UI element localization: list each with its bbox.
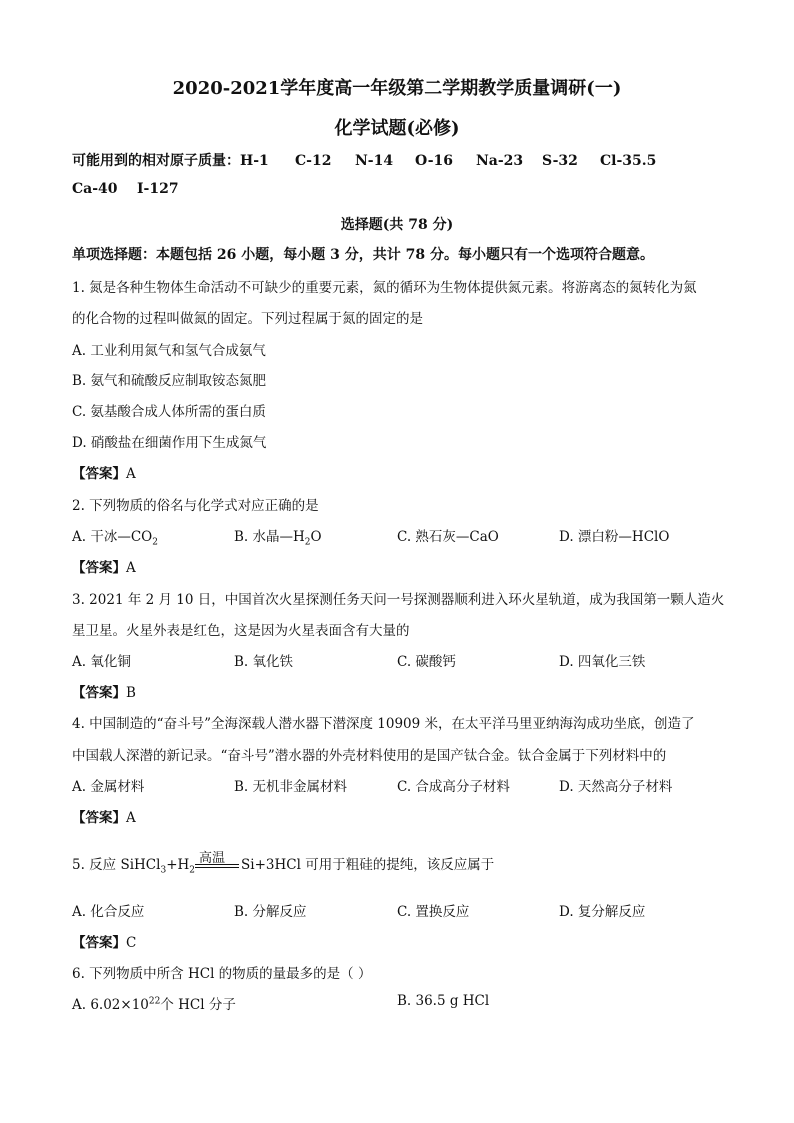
q5-stem: 5. 反应 $SiHCl_3+H_2$ 高温 Si+3HCl 可用于粗硅的提纯，该反应属于 [72,853,494,876]
q6-stem: 6. 下列物质中所含 HCl 的物质的量最多的是（ ） [72,966,372,982]
q1-line2: 的化合物的过程叫做氮的固定。下列过程属于氮的固定的是 [72,311,423,327]
q4-option-a: A. 金属材料 [72,779,145,795]
answer-label: 【答案】 [72,466,126,482]
exam-subtitle: 化学试题(必修) [334,118,460,139]
q2-option-a: A. 干冰$—CO_2$ [72,529,158,548]
atomic-masses-line2 [72,181,179,197]
q1-option-d: D. 硝酸盐在细菌作用下生成氮气 [72,435,267,451]
q1-option-c: C. 氨基酸合成人体所需的蛋白质 [72,404,266,420]
answer-value: A [126,466,136,482]
q3-option-d: D. 四氧化三铁 [559,654,646,670]
atomic-masses-label: 可能用到的相对原子质量： [72,153,240,169]
q2-option-c: C. 熟石灰—CaO [397,529,499,545]
mass-item: H-1 [240,153,269,169]
q5-option-d: D. 复分解反应 [559,904,646,920]
mass-item: I-127 [137,181,179,197]
q2-option-b: B. 水晶$—H_2O$ [234,529,322,548]
q3-option-c: C. 碳酸钙 [397,654,456,670]
exam-title: 2020-2021学年度高一年级第二学期教学质量调研(一) [172,78,622,99]
q6-option-a: A. $6.02\times 10^{22}$个 HCl 分子 [72,996,236,1013]
q2-answer: 【答案】A [72,560,136,576]
q3-line1: 3. 2021 年 2 月 10 日，中国首次火星探测任务天问一号探测器顺利进入环火星轨道，成为我国第一颗人造火 [72,592,725,608]
q5-option-b: B. 分解反应 [234,904,307,920]
q3-option-a: A. 氧化铜 [72,654,131,670]
q4-answer: 【答案】A [72,810,136,826]
equal-line-bottom [195,867,239,868]
q3-line2: 星卫星。火星外表是红色，这是因为火星表面含有大量的 [72,623,410,639]
q4-option-c: C. 合成高分子材料 [397,779,510,795]
q3-option-b: B. 氧化铁 [234,654,294,670]
q2-stem: 2. 下列物质的俗名与化学式对应正确的是 [72,498,319,514]
q4-option-d: D. 天然高分子材料 [559,779,673,795]
section-title: 选择题(共 78 分) [340,217,454,233]
mass-item: N-14 [355,153,394,169]
q4-option-b: B. 无机非金属材料 [234,779,348,795]
atomic-masses-line1 [72,150,656,170]
q5-option-c: C. 置换反应 [397,904,470,920]
q5-answer: 【答案】C [72,935,137,951]
q6-option-b: B. 36.5 g HCl [397,993,490,1009]
q4-line2: 中国载人深潜的新记录。“奋斗号”潜水器的外壳材料使用的是国产钛合金。钛合金属于下列材料中的 [72,748,667,764]
mass-item: S-32 [542,153,578,169]
mass-item: Na-23 [476,153,524,169]
q2-option-d: D. 漂白粉—HClO [559,529,670,545]
q1-option-b: B. 氨气和硫酸反应制取铵态氮肥 [72,373,267,389]
q1-option-a: A. 工业利用氮气和氢气合成氨气 [72,343,266,359]
q3-answer: 【答案】B [72,685,136,701]
mass-item: C-12 [295,153,332,169]
equal-line-top [195,864,239,865]
reaction-condition: 高温 [199,851,226,866]
q5-option-a: A. 化合反应 [72,904,145,920]
q1-answer [72,462,136,482]
q4-line1: 4. 中国制造的“奋斗号”全海深载人潜水器下潜深度 10909 米，在太平洋马里亚纳海沟成功坐底，创造了 [72,716,695,732]
mass-item: Ca-40 [72,181,118,197]
mass-item: Cl-35.5 [600,153,657,169]
q1-line1: 1. 氮是各种生物体生命活动不可缺少的重要元素，氮的循环为生物体提供氮元素。将游离态的氮转化为氮 [72,280,697,296]
section-instruction: 单项选择题：本题包括 26 小题，每小题 3 分，共计 78 分。每小题只有一个选项符合题意。 [72,247,654,263]
mass-item: O-16 [415,153,454,169]
